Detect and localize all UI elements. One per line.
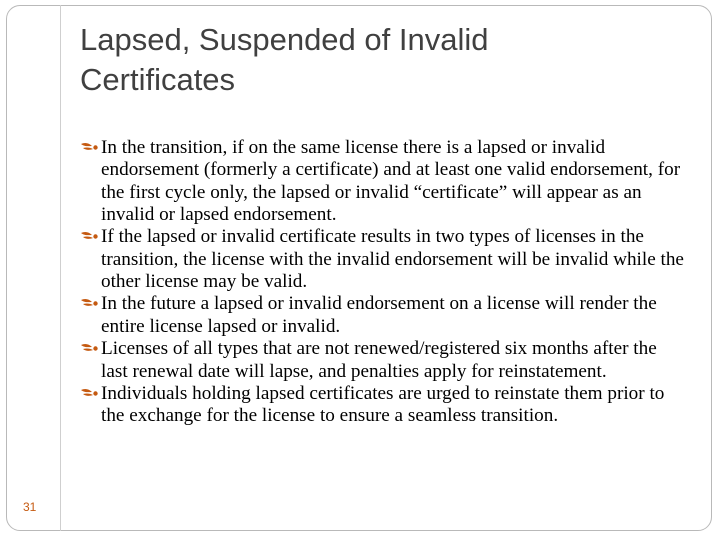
wing-bullet-icon — [80, 386, 99, 400]
slide-title — [80, 20, 680, 100]
page-number: 31 — [23, 500, 37, 514]
bullet-text: If the lapsed or invalid certificate results in two types of licenses in the transition, the license with the invalid endorsement will be invalid while the other license may be valid. — [101, 226, 684, 292]
bullet-item — [78, 137, 688, 226]
wing-bullet-icon — [80, 296, 99, 310]
bullet-list — [78, 137, 688, 428]
title-line: Certificates — [80, 62, 236, 97]
bullet-text: In the future a lapsed or invalid endorsement on a license will render the entire license lapsed or invalid. — [101, 293, 657, 337]
bullet-text: Licenses of all types that are not renewed/registered six months after the last renewal date will lapse, and penalties apply for reinstatement. — [101, 338, 657, 382]
wing-bullet-icon — [80, 229, 99, 243]
bullet-item — [78, 226, 688, 293]
bullet-text: Individuals holding lapsed certificates are urged to reinstate them prior to the exchange for the license to ensure a seamless transition. — [101, 383, 665, 427]
title-line: Lapsed, Suspended of Invalid — [80, 22, 489, 57]
left-divider — [60, 5, 61, 531]
bullet-item — [78, 383, 688, 428]
wing-bullet-icon — [80, 140, 99, 154]
bullet-text: In the transition, if on the same license there is a lapsed or invalid endorsement (formerly a certificate) and at least one valid endorsement, for the first cycle only, the lapsed or invalid “certificate” will appear as an invalid or lapsed endorsement. — [101, 137, 681, 225]
bullet-item — [78, 293, 688, 338]
wing-bullet-icon — [80, 341, 99, 355]
bullet-item — [78, 338, 688, 383]
